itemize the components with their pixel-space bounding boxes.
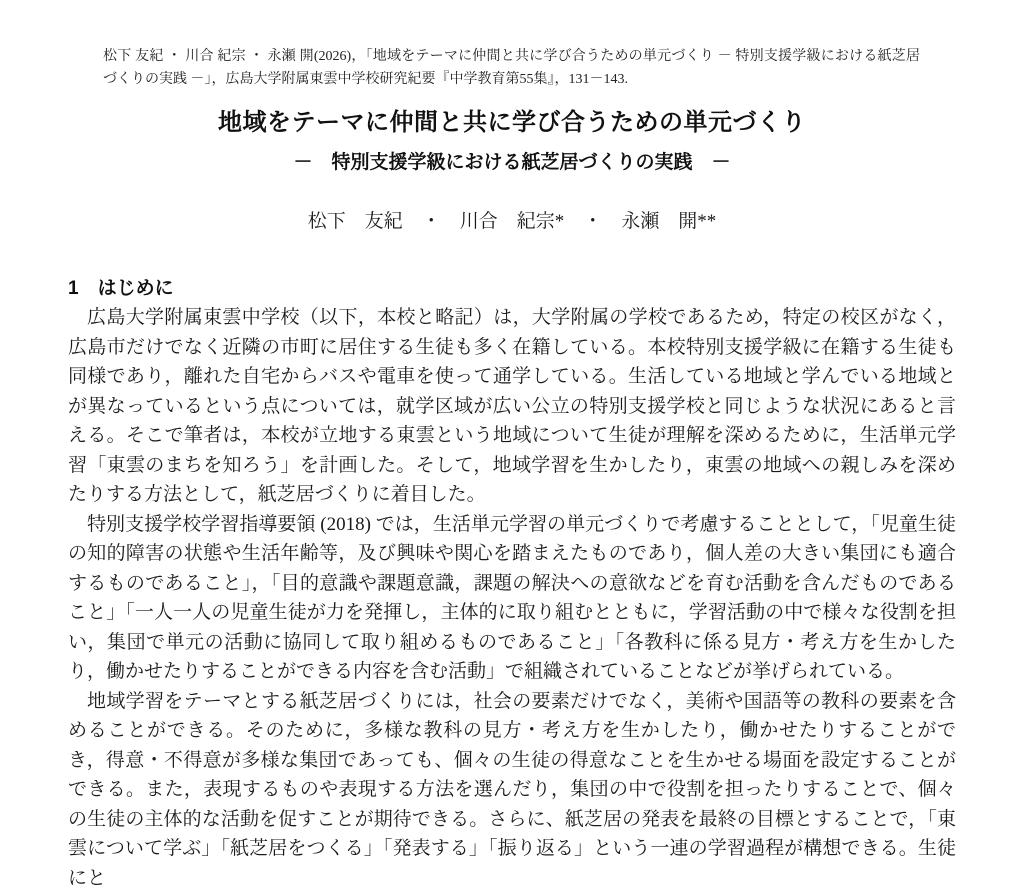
citation-reference: 松下 友紀 ・ 川合 紀宗 ・ 永瀬 開(2026)，「地域をテーマに仲間と共に学び合うための単元づくり － 特別支援学級における紙芝居づくりの実践 －」，広島大学附属東雲中学校研究紀要『中学教育第55集』，131－143. bbox=[103, 45, 920, 91]
paper-subtitle: － 特別支援学級における紙芝居づくりの実践 － bbox=[68, 151, 956, 175]
body-paragraph-3: 地域学習をテーマとする紙芝居づくりには，社会の要素だけでなく，美術や国語等の教科の要素を含めることができる。そのために，多様な教科の見方・考え方を生かしたり，働かせたりすることができ，得意・不得意が多様な集団であっても、個々の生徒の得意なことを生かせる場面を設定することができる。また，表現するものや表現する方法を選んだり，集団の中で役割を担ったりすることで、個々の生徒の主体的な活動を促すことが期待できる。さらに、紙芝居の発表を最終の目標とすることで，「東雲について学ぶ」「紙芝居をつくる」「発表する」「振り返る」という一連の学習過程が構想できる。生徒にと bbox=[68, 687, 956, 893]
paper-title: 地域をテーマに仲間と共に学び合うための単元づくり bbox=[68, 107, 956, 139]
section-heading-introduction: 1 はじめに bbox=[68, 277, 956, 301]
body-paragraph-2: 特別支援学校学習指導要領 (2018) では，生活単元学習の単元づくりで考慮することとして，「児童生徒の知的障害の状態や生活年齢等，及び興味や関心を踏まえたものであり，個人差の大きい集団にも適合するものであること」，「目的意識や課題意識，課題の解決への意欲などを育む活動を含んだものであること」「一人一人の児童生徒が力を発揮し，主体的に取り組むとともに，学習活動の中で様々な役割を担い，集団で単元の活動に協同して取り組めるものであること」「各教科に係る見方・考え方を生かしたり，働かせたりすることができる内容を含む活動」で組織されていることなどが挙げられている。 bbox=[68, 510, 956, 687]
authors-line: 松下 友紀 ・ 川合 紀宗* ・ 永瀬 開** bbox=[68, 209, 956, 235]
body-paragraph-1: 広島大学附属東雲中学校（以下，本校と略記）は，大学附属の学校であるため，特定の校区がなく，広島市だけでなく近隣の市町に居住する生徒も多く在籍している。本校特別支援学級に在籍する生徒も同様であり，離れた自宅からバスや電車を使って通学している。生活している地域と学んでいる地域とが異なっているという点については，就学区域が広い公立の特別支援学校と同じような状況にあると言える。そこで筆者は，本校が立地する東雲という地域について生徒が理解を深めるために，生活単元学習「東雲のまちを知ろう」を計画した。そして，地域学習を生かしたり，東雲の地域への親しみを深めたりする方法として，紙芝居づくりに着目した。 bbox=[68, 303, 956, 510]
